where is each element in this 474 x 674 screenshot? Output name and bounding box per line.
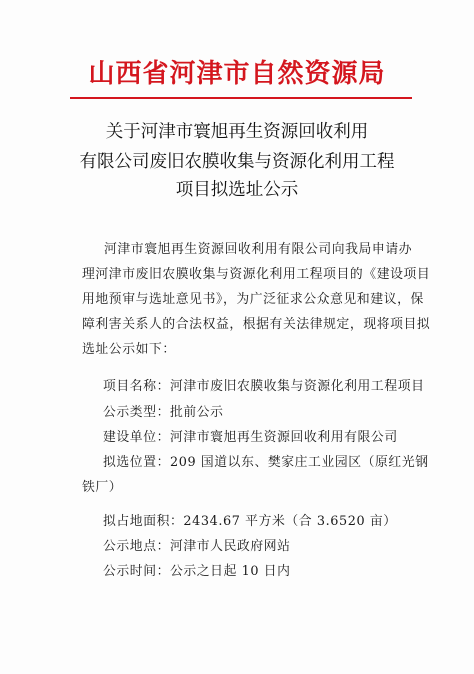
field-value: 河津市寰旭再生资源回收利用有限公司 (169, 430, 398, 445)
header-red-rule (70, 97, 412, 99)
intro-paragraph-line: 用地预审与选址意见书》，为广泛征求公众意见和建议，保 (82, 292, 424, 307)
field-label: 拟选位置： (103, 455, 170, 470)
field-label: 公示类型： (103, 405, 170, 420)
field-project-name (103, 375, 425, 394)
field-notice-type (103, 401, 224, 420)
field-label: 公示地点： (103, 539, 170, 554)
intro-paragraph-line: 选址公示如下： (82, 342, 176, 357)
field-label: 拟占地面积： (103, 514, 184, 529)
field-label: 建设单位： (103, 430, 170, 445)
field-area (103, 510, 397, 529)
field-notice-time (103, 560, 291, 579)
intro-paragraph-line: 河津市寰旭再生资源回收利用有限公司向我局申请办 (104, 242, 413, 257)
field-value: 209 国道以东、樊家庄工业园区（原红光钢 (169, 455, 429, 470)
intro-paragraph-line: 障利害关系人的合法权益，根据有关法律规定，现将项目拟 (82, 317, 431, 332)
field-value: 批前公示 (169, 405, 224, 420)
field-value: 2434.67 平方米（合 3.6520 亩） (183, 514, 397, 529)
field-location (103, 451, 429, 470)
field-notice-place (103, 535, 291, 554)
field-value: 河津市废旧农膜收集与资源化利用工程项目 (169, 379, 425, 394)
field-builder (103, 426, 398, 445)
intro-paragraph-line: 理河津市废旧农膜收集与资源化利用工程项目的《建设项目 (82, 267, 431, 282)
field-location-continued: 铁厂） (82, 480, 123, 495)
field-label: 公示时间： (103, 564, 170, 579)
document-title-line-2: 有限公司废旧农膜收集与资源化利用工程 (79, 152, 395, 172)
field-value: 河津市人民政府网站 (169, 539, 291, 554)
document-title-line-1: 关于河津市寰旭再生资源回收利用 (105, 122, 369, 142)
field-label: 项目名称： (103, 379, 170, 394)
field-value: 公示之日起 10 日内 (169, 564, 291, 579)
agency-header: 山西省河津市自然资源局 (88, 59, 386, 89)
document-title-line-3: 项目拟选址公示 (175, 180, 299, 200)
